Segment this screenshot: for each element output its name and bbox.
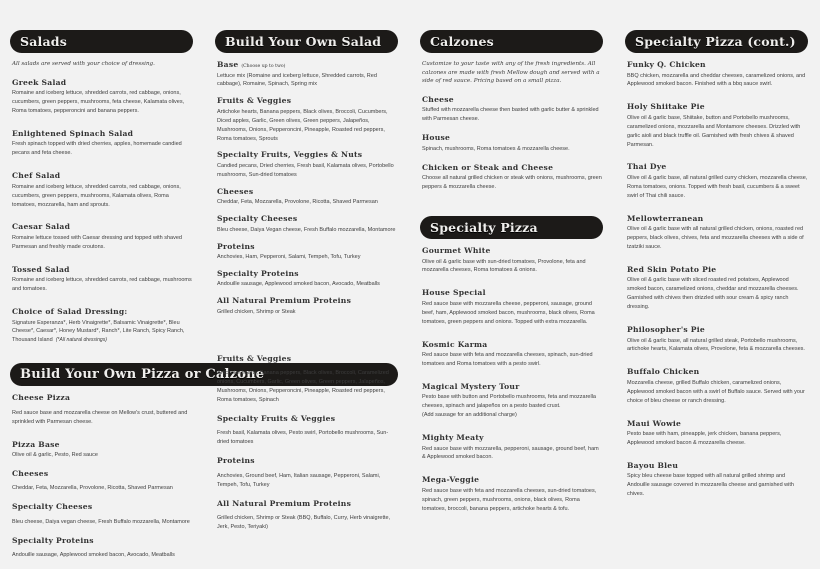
menu-item-salad-specialty-proteins	[217, 269, 398, 289]
item-description: Cheddar, Feta, Mozzarella, Provolone, Ricotta, Shaved Parmesan	[12, 485, 173, 492]
menu-item-salad-cheeses	[217, 187, 398, 207]
item-name: Cheeses	[217, 186, 254, 196]
item-description: Olive oil & garlic base with all natural grilled chicken, onions, roasted red peppers, black olives, chives, feta and mozzarella cheeses with a side of tzatziki sauce.	[627, 226, 804, 250]
menu-item-red-skin-potato-pie	[627, 265, 808, 312]
calzones-note: Customize to your taste with any of the fresh ingredients. All calzones are made with fresh Mellow dough and served with a side of red sauce. Pricing based on a small pizza.	[422, 61, 600, 85]
dressing-footnote: (*All natural dressings)	[55, 337, 107, 344]
item-description: BBQ chicken, mozzarella and cheddar cheeses, caramelized onions, and Applewood smoked bacon. Finished with a bbq sauce swirl.	[627, 72, 806, 88]
item-name-qualifier: (Choose up to two)	[241, 64, 286, 69]
item-description: Spinach, mushrooms, Roma tomatoes & mozzarella cheese.	[422, 145, 570, 152]
menu-item-caesar-salad	[12, 222, 193, 251]
item-name: Pizza Base	[12, 439, 60, 449]
item-description: Candied pecans, Dried cherries, Fresh basil, Kalamata olives, Portobello mushrooms, Sun-dried tomatoes	[217, 162, 394, 178]
item-name-text: Base	[217, 60, 239, 69]
item-name: Chef Salad	[12, 171, 61, 181]
item-name: Philosopher's Pie	[627, 325, 705, 334]
item-description: Fresh basil, Kalamata olives, Pesto swirl, Portobello mushrooms, Sun-dried tomatoes	[217, 430, 389, 446]
section-title-salads: Salads	[20, 34, 67, 49]
column-specialty-pizza-cont	[615, 30, 820, 569]
item-description: Olive oil & garlic base, Shiitake, button and Portobello mushrooms, caramelized onions, mozzarella and Montamore cheeses. Drizzled with garlic aioli and black truffle oil. Garnished with fresh chives & shaved Parmesan.	[627, 114, 801, 148]
item-description: Anchovies, Ground beef, Ham, Italian sausage, Pepperoni, Salami, Tempeh, Tofu, Turkey	[217, 472, 381, 488]
item-name: House Special	[422, 288, 486, 298]
section-banner-salads	[10, 30, 193, 53]
item-description: Grilled chicken, Shrimp or Steak (BBQ, Buffalo, Curry, Herb vinaigrette, Jerk, Pesto, Teriyaki)	[217, 515, 391, 530]
menu-item-house-special	[422, 288, 603, 326]
menu-item-pizza-base	[12, 440, 193, 460]
item-name: Specialty Cheeses	[12, 502, 93, 512]
spacer	[10, 354, 193, 363]
item-name: Cheese Pizza	[12, 393, 71, 403]
item-description: Romaine lettuce tossed with Caesar dressing and topped with shaved Parmesan and freshly made croutons.	[12, 234, 182, 250]
item-description: Pesto base with ham, pineapple, jerk chicken, banana peppers, Applewood smoked bacon & mozzarella cheese.	[627, 431, 782, 446]
menu-item-chef-salad	[12, 171, 193, 209]
menu-item-pizza-specialty-cheeses	[12, 502, 193, 526]
item-name: Cheese	[422, 94, 454, 104]
item-name: Mellowterranean	[627, 213, 704, 223]
item-name: Specialty Cheeses	[217, 214, 298, 224]
item-name: Tossed Salad	[12, 264, 70, 274]
menu-item-buffalo-chicken	[627, 367, 808, 405]
spacer-under-wide-banner	[215, 324, 398, 354]
menu-item-cheese-pizza	[12, 393, 193, 426]
item-description: Grilled chicken, Shrimp or Steak	[217, 308, 296, 315]
section-banner-specialty-pizza	[420, 216, 603, 239]
section-title-specialty-pizza: Specialty Pizza	[430, 220, 538, 235]
item-description: Andouille sausage, Applewood smoked bacon, Avocado, Meatballs	[12, 552, 175, 559]
item-name: Enlightened Spinach Salad	[12, 128, 134, 138]
item-description: Andouille sausage, Applewood smoked bacon, Avocado, Meatballs	[217, 281, 380, 288]
item-name: Specialty Fruits & Veggies	[217, 413, 336, 423]
item-name: Bayou Bleu	[627, 460, 679, 470]
item-name: Red Skin Potato Pie	[627, 264, 717, 274]
menu-item-salad-base	[217, 60, 398, 89]
menu-item-pizza-proteins	[217, 456, 398, 489]
item-description: Red sauce base with feta and mozzarella cheeses, spinach, sun-dried tomatoes and Roma tomatoes with a pesto swirl.	[422, 352, 593, 367]
item-description: Cheddar, Feta, Mozzarella, Provolone, Ricotta, Shaved Parmesan	[217, 199, 378, 206]
menu-item-calzone-house	[422, 133, 603, 153]
menu-item-magical-mystery-tour	[422, 382, 603, 420]
item-description: Anchovies, Ham, Pepperoni, Salami, Tempeh, Tofu, Turkey	[217, 254, 361, 261]
item-name: Choice of Salad Dressing:	[12, 307, 128, 317]
section-title-build-your-own-salad: Build Your Own Salad	[225, 34, 382, 49]
item-description: Red sauce base with mozzarella cheese, pepperoni, sausage, ground beef, ham, Applewood smoked bacon, mushrooms, black olives, Roma tomatoes, green peppers and onions. Topped with extra mozzarella.	[422, 300, 595, 325]
dressing-list: Signature Esperanza*, Herb Vinaigrette*, Balsamic Vinaigrette*, Bleu Cheese*, Caesar*, Honey Mustard*, Ranch*, Lite Ranch, Spicy Ranch, Thousand Island	[12, 319, 185, 344]
item-name: Caesar Salad	[12, 222, 71, 232]
item-name: Maui Wowie	[627, 418, 682, 428]
item-name: Kosmic Karma	[422, 339, 488, 349]
item-name: All Natural Premium Proteins	[217, 296, 352, 306]
item-name: Funky Q. Chicken	[627, 60, 706, 69]
item-name: Chicken or Steak and Cheese	[422, 162, 554, 172]
menu-item-salad-premium-proteins	[217, 296, 398, 316]
item-name: House	[422, 133, 451, 143]
item-description: Olive oil & garlic base, all natural grilled curry chicken, mozzarella cheese, Roma tomatoes, onions. Topped with fresh basil, cucumbers & a sweet swirl of Thai chili sauce.	[627, 174, 808, 199]
menu-item-mega-veggie	[422, 475, 603, 513]
spacer	[420, 201, 603, 216]
section-banner-calzones	[420, 30, 603, 53]
menu-item-greek-salad	[12, 78, 193, 116]
column-calzones	[410, 30, 615, 569]
item-name: Gourmet White	[422, 246, 491, 255]
section-title-build-your-own-pizza: Build Your Own Pizza or Calzone	[20, 367, 265, 383]
menu-item-salad-dressings	[12, 307, 193, 345]
item-description: Choose all natural grilled chicken or steak with onions, mushrooms, green peppers & mozzarella cheese.	[422, 175, 602, 191]
item-name: Greek Salad	[12, 77, 67, 87]
menu-item-bayou-bleu	[627, 461, 808, 499]
item-description: Fresh spinach topped with dried cherries, apples, homemade candied pecans and feta cheese.	[12, 141, 182, 157]
item-description	[12, 319, 193, 346]
item-description: Stuffed with mozzarella cheese then basted with garlic butter & sprinkled with Parmesan cheese.	[422, 107, 599, 123]
item-description: Olive oil & garlic base, all natural grilled steak, Portobello mushrooms, artichoke hearts, Kalamata olives, Provolone, feta & mozzarella cheeses.	[627, 337, 805, 353]
item-name: Magical Mystery Tour	[422, 381, 520, 391]
item-name	[217, 60, 398, 69]
item-name: Fruits & Veggies	[217, 353, 292, 363]
item-description: Romaine and iceberg lettuce, shredded carrots, red cabbage, mushrooms and tomatoes.	[12, 277, 192, 293]
item-name: Buffalo Chicken	[627, 367, 700, 377]
section-banner-specialty-pizza-cont	[625, 30, 808, 53]
menu-item-mighty-meaty	[422, 433, 603, 462]
item-name: Mega-Veggie	[422, 475, 480, 485]
item-name: Specialty Proteins	[12, 535, 94, 545]
menu-item-pizza-cheeses	[12, 469, 193, 493]
menu-item-holy-shiitake-pie	[627, 102, 808, 149]
menu-item-calzone-chicken-steak	[422, 163, 603, 192]
menu-item-tossed-salad	[12, 265, 193, 294]
item-description-note: (Add sausage for an additional charge)	[422, 412, 517, 419]
item-description: Spicy bleu cheese base topped with all natural grilled shrimp and Andouille sausage covered in mozzarella cheese and garnished with chives.	[627, 473, 794, 498]
item-name: Specialty Fruits, Veggies & Nuts	[217, 150, 363, 160]
item-description: Artichoke hearts, Banana peppers, Black olives, Broccoli, Cucumbers, Diced apples, Garlic, Green olives, Green peppers, Jalapeños, Mushrooms, Onions, Pepperoncini, Pineapple, Roasted red peppers, Roma tomatoes, Sprouts	[217, 108, 388, 142]
column-build-your-own-salad	[205, 30, 410, 569]
menu-columns	[0, 30, 820, 569]
menu-item-pizza-premium-proteins	[217, 499, 398, 532]
item-description: Romaine and iceberg lettuce, shredded carrots, red cabbage, onions, cucumbers, green peppers, mushrooms, feta cheese, Kalamata olives, Roma tomatoes, pepperoncini and banana peppers.	[12, 90, 185, 114]
item-description: Olive oil & garlic base with sun-dried tomatoes, Provolone, feta and mozzarella cheeses, Roma tomatoes & onions.	[422, 258, 586, 274]
item-name: Cheeses	[12, 468, 49, 478]
item-name: Fruits & Veggies	[217, 96, 292, 106]
menu-item-calzone-cheese	[422, 95, 603, 124]
item-description: Mozzarella cheese, grilled Buffalo chicken, caramelized onions, Applewood smoked bacon with a swirl of Buffalo sauce. Served with your choice of bleu cheese or ranch dressing.	[627, 379, 805, 404]
item-description: Red sauce base and mozzarella cheese on Mellow's crust, buttered and sprinkled with Parmesan cheese.	[12, 409, 188, 425]
menu-item-enlightened-spinach-salad	[12, 129, 193, 158]
section-title-calzones: Calzones	[430, 34, 494, 49]
item-description: Red sauce base with feta and mozzarella cheeses, sun-dried tomatoes, spinach, green peppers, mushrooms, onions, black olives, Roma tomatoes, broccoli, banana peppers, artichoke hearts & tofu.	[422, 487, 597, 512]
item-name: All Natural Premium Proteins	[217, 498, 352, 508]
menu-item-salad-fruits-veggies	[217, 96, 398, 143]
section-title-specialty-pizza-cont: Specialty Pizza (cont.)	[635, 34, 796, 49]
item-name: Thai Dye	[627, 162, 667, 172]
item-description: Bleu cheese, Daiya vegan cheese, Fresh Buffalo mozzarella, Montamore	[12, 518, 190, 525]
menu-item-salad-specialty-cheeses	[217, 214, 398, 234]
item-name: Proteins	[217, 456, 255, 466]
item-name: Specialty Proteins	[217, 268, 299, 278]
menu-item-gourmet-white	[422, 246, 603, 275]
item-description: Olive oil & garlic, Pesto, Red sauce	[12, 452, 98, 459]
menu-item-salad-proteins	[217, 242, 398, 262]
item-description: Pesto base with button and Portobello mushrooms, feta and mozzarella cheeses, spinach and jalapeños on a pesto basted crust.	[422, 394, 596, 410]
menu-item-salad-specialty-fruits	[217, 150, 398, 179]
item-description: Romaine and iceberg lettuce, shredded carrots, red cabbage, onions, cucumbers, green peppers, mushrooms, Kalamata olives, Roma tomatoes, mozzarella, ham and sprouts.	[12, 183, 181, 208]
menu-item-kosmic-karma	[422, 340, 603, 369]
menu-item-pizza-specialty-proteins	[12, 536, 193, 560]
menu-item-maui-wowie	[627, 419, 808, 448]
item-name: Mighty Meaty	[422, 433, 484, 443]
menu-item-pizza-fruits-veggies	[217, 354, 398, 405]
item-description: Artichoke hearts, Banana peppers, Black olives, Broccoli, Caramelized onions, Cucumbers, Garlic, Green olives, Green peppers, Jalapeños, Mushrooms, Onions, Pepperoncini, Pineapple, Roasted red peppers, Roma tomatoes, Spinach	[217, 370, 389, 403]
menu-item-mellowterranean	[627, 214, 808, 252]
item-description: Red sauce base with mozzarella, pepperoni, sausage, ground beef, ham & Applewood smoked bacon.	[422, 445, 599, 461]
item-name: Proteins	[217, 241, 255, 251]
section-banner-build-your-own-salad	[215, 30, 398, 53]
item-description: Olive oil & garlic base with sliced roasted red potatoes, Applewood smoked bacon, caramelized onions, cheddar and mozzarella cheeses. Garnished with chives then drizzled with sour cream & spicy ranch dressing.	[627, 277, 799, 311]
item-description: Lettuce mix (Romaine and iceberg lettuce, Shredded carrots, Red cabbage), Romaine, Spinach, Spring mix	[217, 72, 377, 88]
menu-item-philosophers-pie	[627, 325, 808, 354]
menu-item-thai-dye	[627, 162, 808, 200]
item-name: Holy Shiitake Pie	[627, 102, 705, 112]
item-description: Bleu cheese, Daiya Vegan cheese, Fresh Buffalo mozzarella, Montamore	[217, 226, 396, 233]
salads-note: All salads are served with your choice of dressing.	[12, 61, 155, 67]
menu-item-funky-q-chicken	[627, 60, 808, 89]
menu-item-pizza-specialty-fruits-veggies	[217, 414, 398, 447]
